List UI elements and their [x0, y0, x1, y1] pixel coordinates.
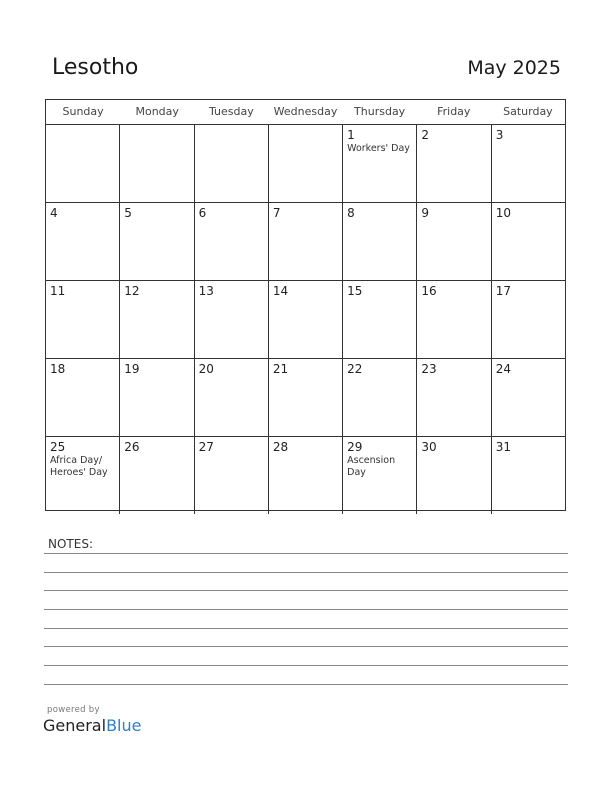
day-cell — [417, 359, 491, 436]
day-cell — [120, 125, 194, 202]
day-cell — [269, 203, 343, 280]
notes-line — [44, 609, 568, 610]
day-cell — [269, 125, 343, 202]
notes-label: NOTES: — [48, 537, 93, 551]
day-cell — [417, 281, 491, 358]
day-cell — [343, 437, 417, 514]
calendar-grid — [45, 99, 566, 511]
generalblue-logo — [43, 716, 141, 735]
day-cell — [269, 437, 343, 514]
notes-line — [44, 684, 568, 685]
day-cell — [46, 359, 120, 436]
weekday-tuesday: Tuesday — [208, 105, 254, 118]
day-number: 25 — [50, 440, 66, 454]
brand-blue: Blue — [106, 716, 142, 735]
day-cell — [46, 125, 120, 202]
day-cell — [195, 125, 269, 202]
day-number: 22 — [347, 362, 363, 376]
weekday-monday: Monday — [135, 105, 179, 118]
day-cell — [492, 437, 565, 514]
day-cell — [120, 359, 194, 436]
day-number: 5 — [124, 206, 132, 220]
brand-general: General — [43, 716, 107, 735]
week-row-1 — [46, 125, 565, 203]
day-cell — [195, 281, 269, 358]
weekday-saturday: Saturday — [503, 105, 553, 118]
notes-line — [44, 590, 568, 591]
day-number: 9 — [421, 206, 430, 220]
notes-line — [44, 646, 568, 647]
day-number: 29 — [347, 440, 363, 454]
weekday-wednesday: Wednesday — [273, 105, 338, 118]
day-number: 11 — [50, 284, 66, 298]
powered-by-text: powered by — [47, 705, 100, 715]
weekday-header-row — [46, 100, 565, 125]
day-number: 28 — [272, 440, 289, 454]
day-cell — [46, 203, 120, 280]
day-number: 14 — [272, 284, 289, 298]
day-cell — [492, 359, 565, 436]
day-number: 4 — [50, 206, 58, 220]
day-number: 18 — [50, 362, 66, 376]
day-cell — [195, 203, 269, 280]
day-number: 15 — [347, 284, 363, 298]
day-number: 7 — [272, 206, 281, 220]
day-cell — [46, 281, 120, 358]
day-number: 2 — [421, 128, 430, 142]
day-cell — [120, 203, 194, 280]
day-number: 16 — [421, 284, 437, 298]
day-cell — [417, 125, 491, 202]
day-number: 27 — [198, 440, 214, 454]
day-cell — [120, 437, 194, 514]
day-number: 23 — [421, 362, 437, 376]
day-number: 30 — [421, 440, 437, 454]
day-cell — [492, 125, 565, 202]
day-number: 17 — [495, 284, 511, 298]
day-cell — [343, 125, 417, 202]
holiday-label: Ascension Day — [347, 455, 396, 478]
day-number: 26 — [124, 440, 140, 454]
week-row-4 — [46, 359, 565, 437]
notes-line — [44, 572, 568, 573]
month-title: May 2025 — [467, 57, 561, 79]
country-title: Lesotho — [52, 55, 139, 80]
day-number: 3 — [495, 128, 504, 142]
day-number: 6 — [198, 206, 207, 220]
holiday-label: Workers' Day — [347, 143, 410, 154]
day-number: 31 — [495, 440, 511, 454]
weekday-friday: Friday — [437, 105, 471, 118]
day-number: 10 — [495, 206, 511, 220]
day-number: 1 — [347, 128, 355, 142]
day-cell — [417, 203, 491, 280]
day-number: 13 — [198, 284, 214, 298]
day-number: 12 — [124, 284, 140, 298]
notes-line — [44, 665, 568, 666]
weekday-thursday: Thursday — [354, 105, 406, 118]
notes-line — [44, 628, 568, 629]
day-cell — [46, 437, 120, 514]
day-cell — [195, 359, 269, 436]
day-cell — [120, 281, 194, 358]
week-row-5 — [46, 437, 565, 514]
day-number: 20 — [198, 362, 214, 376]
day-number: 19 — [124, 362, 140, 376]
day-cell — [417, 437, 491, 514]
day-cell — [269, 281, 343, 358]
week-row-3 — [46, 281, 565, 359]
holiday-label: Africa Day/ Heroes' Day — [50, 455, 108, 478]
day-number: 24 — [495, 362, 511, 376]
weekday-sunday: Sunday — [62, 105, 104, 118]
day-cell — [343, 281, 417, 358]
day-cell — [492, 203, 565, 280]
day-number: 21 — [272, 362, 289, 376]
day-number: 8 — [347, 206, 355, 220]
notes-line — [44, 553, 568, 554]
day-cell — [195, 437, 269, 514]
day-cell — [343, 203, 417, 280]
day-cell — [492, 281, 565, 358]
day-cell — [269, 359, 343, 436]
day-cell — [343, 359, 417, 436]
week-row-2 — [46, 203, 565, 281]
